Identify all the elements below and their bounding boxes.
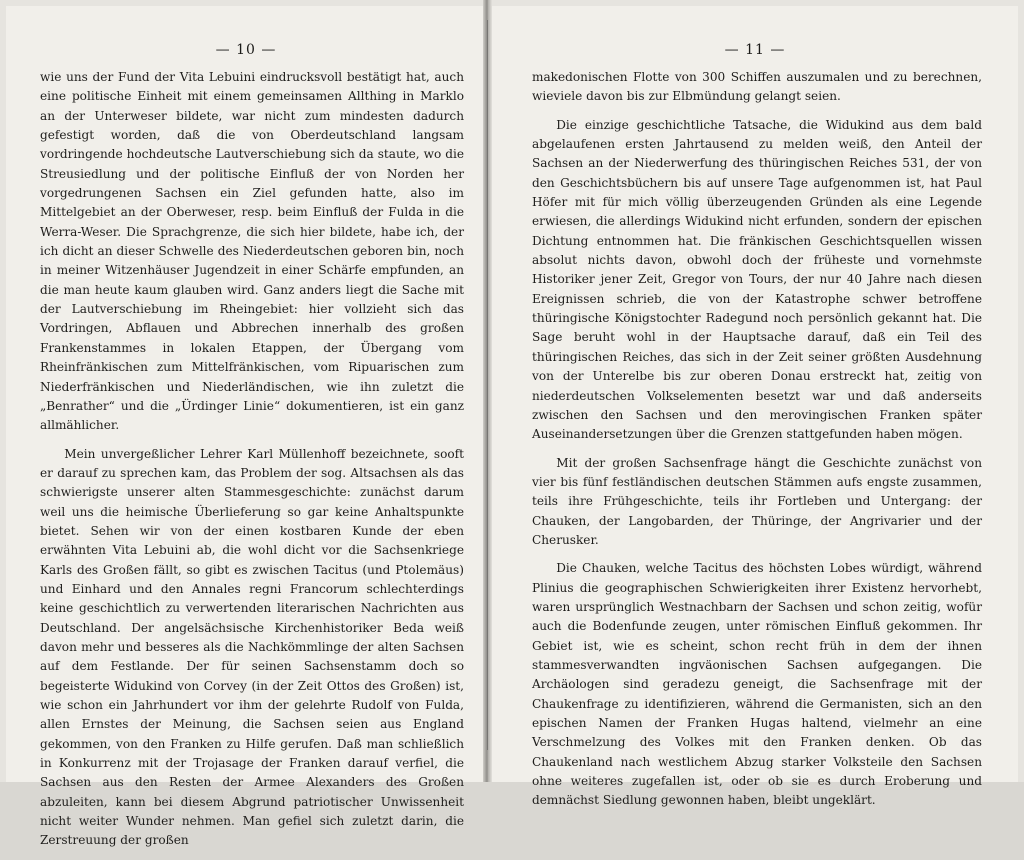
left-paragraph-1: wie uns der Fund der Vita Lebuini eindrucksvoll bestätigt hat, auch eine politische Einheit mit einem gemeinsamen Allthing in Marklo an der Unterweser bildete, war nicht zum mindesten dadurch gefestigt worden, daß die von Oberdeutschland langsam vordringende hochdeutsche Lautverschiebung sich da staute, wo die Streusiedlung und der politische Einfluß der von Norden her vorgedrungenen Sachsen ein Ziel gefunden hatte, also im Mittelgebiet an der Oberweser, resp. beim Einfluß der Fulda in die Werra-Weser. Die Sprachgrenze, die sich hier bildete, habe ich, der ich dicht an dieser Schwelle des Niederdeutschen geboren bin, noch in meiner Witzenhäuser Jugendzeit in einer Schärfe empfunden, an die man heute kaum glauben wird. Ganz anders liegt die Sache mit der Lautverschiebung im Rheingebiet: hier vollzieht sich das Vordringen, Abflauen und Abbrechen innerhalb des großen Frankenstammes in lokalen Etappen, der Übergang vom Rheinfränkischen zum Mittelfränkischen, vom Ripuarischen zum Niederfränkischen und Niederländischen, wie ihn zuletzt die „Benrather“ und die „Ürdinger Linie“ dokumentieren, ist ein ganz allmählicher. [40, 70, 464, 433]
gutter-fold-line [487, 20, 488, 750]
right-page [492, 6, 1018, 808]
right-page-number: — 11 — [724, 42, 786, 58]
right-paragraph-3: Mit der großen Sachsenfrage hängt die Geschichte zunächst von vier bis fünf festländischen deutschen Stämmen aufs engste zusammen, teils ihre Frühgeschichte, teils ihr Fortleben und Untergang: der Chauken, der Langobarden, der Thüringe, der Angrivarier und der Cherusker. [532, 455, 982, 547]
right-paragraph-1: makedonischen Flotte von 300 Schiffen auszumalen und zu berechnen, wieviele davon bis zur Elbmündung gelangt seien. [532, 70, 982, 104]
left-page-number: — 10 — [215, 42, 277, 58]
left-page-text [40, 68, 464, 860]
right-paragraph-4: Die Chauken, welche Tacitus des höchsten Lobes würdigt, während Plinius die geographischen Schwierigkeiten ihrer Existenz hervorhebt, waren ursprünglich Westnachbarn der Sachsen und schon zeitig, wofür auch die Bodenfunde zeugen, unter römischen Einfluß gekommen. Ihr Gebiet ist, wie es scheint, schon recht früh in dem der ihnen stammesverwandten ingväonischen Sachsen aufgegangen. Die Archäologen sind geradezu geneigt, die Sachsenfrage mit der Chaukenfrage zu identifizieren, während die Germanisten, sich an den epischen Namen der Franken Hugas haltend, vielmehr an eine Verschmelzung des Volkes mit den Franken denken. Ob das Chaukenland nach westlichem Abzug starker Volksteile den Sachsen ohne weiteres zugefallen ist, oder ob sie es durch Eroberung und demnächst Siedlung gewonnen haben, bleibt ungeklärt. [532, 561, 982, 808]
left-paragraph-2: Mein unvergeßlicher Lehrer Karl Müllenhoff bezeichnete, sooft er darauf zu sprechen kam, das Problem der sog. Altsachsen als das schwierigste unserer alten Stammesgeschichte: zunächst darum weil uns die heimische Überlieferung so gar keine Anhaltspunkte bietet. Sehen wir von der einen kostbaren Kunde der eben erwähnten Vita Lebuini ab, die wohl dicht vor die Sachsenkriege Karls des Großen fällt, so gibt es zwischen Tacitus (und Ptolemäus) und Einhard und den Annales regni Francorum schlechterdings keine geschichtlich zu verwertenden literarischen Nachrichten aus Deutschland. Der angelsächsische Kirchenhistoriker Beda weiß davon mehr und besseres als die Nachkömmlinge der alten Sachsen auf dem Festlande. Der für seinen Sachsenstamm doch so begeisterte Widukind von Corvey (in der Zeit Ottos des Großen) ist, wie schon ein Jahrhundert vor ihm der gelehrte Rudolf von Fulda, allen Ernstes der Meinung, die Sachsen seien aus England gekommen, von den Franken zu Hilfe gerufen. Daß man schließlich in Konkurrenz mit der Trojasage der Franken darauf verfiel, die Sachsen aus den Resten der Armee Alexanders des Großen abzuleiten, kann bei diesem Abgrund patriotischer Unwissenheit nicht weiter Wunder nehmen. Man gefiel sich zuletzt darin, die Zerstreuung der großen [40, 446, 464, 848]
right-page-text [532, 68, 982, 820]
left-page [6, 6, 486, 848]
right-paragraph-2: Die einzige geschichtliche Tatsache, die Widukind aus dem bald abgelaufenen ersten Jahrtausend zu melden weiß, den Anteil der Sachsen an der Niederwerfung des thüringischen Reiches 531, der von den Geschichtsbüchern bis auf unsere Tage aufgenommen ist, hat Paul Höfer mit für mich völlig überzeugenden Gründen als eine Legende erwiesen, die allerdings Widukind nicht erfunden, sondern der epischen Dichtung entnommen hat. Die fränkischen Geschichtsquellen wissen absolut nichts davon, obwohl doch der früheste und vornehmste Historiker jener Zeit, Gregor von Tours, der nur 40 Jahre nach diesen Ereignissen schrieb, die von der Katastrophe schwer betroffene thüringische Königstochter Radegund noch persönlich gekannt hat. Die Sage beruht wohl in der Hauptsache darauf, daß ein Teil des thüringischen Reiches, das sich in der Zeit seiner größten Ausdehnung von der Unterelbe bis zur oberen Donau erstreckt hat, zeitig von niederdeutschen Volkselementen besetzt war und daß anderseits zwischen den Sachsen und den merovingischen Franken später Auseinandersetzungen über die Grenzen stattgefunden haben mögen. [532, 117, 982, 442]
